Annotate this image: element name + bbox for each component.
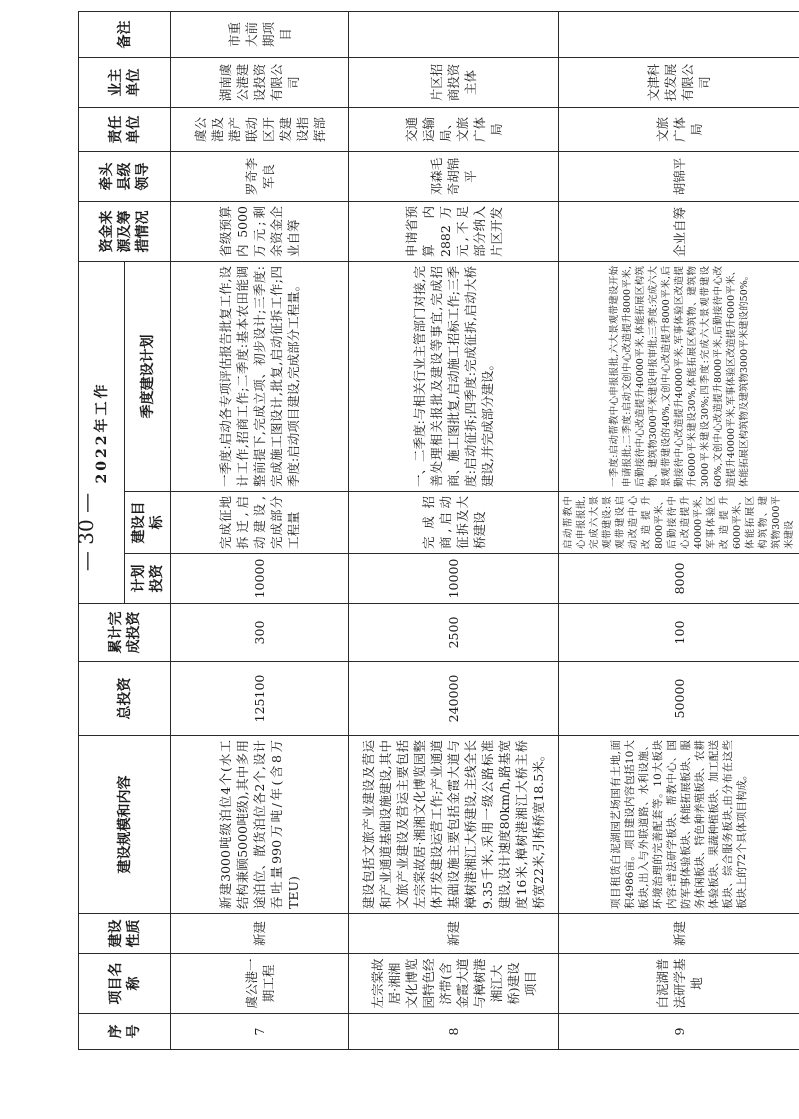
header-row-1 xyxy=(79,11,125,1049)
cell-name: 左宗棠故居·湘湘文化博览园特色经济带(含金霞大道与樟树港湘江大桥)建设项目 xyxy=(349,954,559,1014)
header-remark: 备注 xyxy=(79,11,171,57)
header-total: 总投资 xyxy=(79,662,171,736)
cell-quarter-plan: 一季度:启动帮教中心申报报批,六大景观带建设开始申请报批;二季度:启动文创中心改造提升8000平米,后勤接待中心改造提升40000平米,体能拓展区构筑物、建筑物3000平米建设申报审批;三季度:完成六大景观带建设的40%,文创中心改造提升8000平米,后勤接待中心改造提升40000平米,军事体验区改造提升6000平米建设30%,体能拓展区构筑物、建筑物3000平米建设30%;四季度:完成六大景观带建设60%,文创中心改造提升8000平米,后勤接待中心改造提升40000平米,军事体验区改造提升6000平米、体能拓展区构筑物及建筑物3000平米建设的50%。 xyxy=(559,261,799,491)
table-row xyxy=(349,11,559,1049)
header-owner: 业主单位 xyxy=(79,57,171,107)
cell-cumulative: 300 xyxy=(171,604,349,662)
cell-nature: 新建 xyxy=(559,914,799,954)
cell-remark xyxy=(559,11,799,57)
cell-scale: 项目租赁白泥湖园艺场国有土地,面积4986亩。项目建设内容包括10大板块,出入与外联道路、水利设施、环境治理的完善配套等。10大板块内容:普法研学板块、帮教中心、国防军事体验板块、体能拓展板块、服务体闲板块、特色种养殖板块、农耕体验板块、果蔬种植板块、加工配送板块、综合服务板块,由分布在这些板块上的72个具体项目构成。 xyxy=(559,736,799,914)
cell-seq: 8 xyxy=(349,1014,559,1050)
table-row xyxy=(559,11,799,1049)
cell-plan-invest: 8000 xyxy=(559,554,799,604)
cell-name: 白泥湖普法研学基地 xyxy=(559,954,799,1014)
cell-name: 虞公港一期工程 xyxy=(171,954,349,1014)
cell-plan-invest: 10000 xyxy=(349,554,559,604)
cell-total: 240000 xyxy=(349,662,559,736)
cell-cumulative: 2500 xyxy=(349,604,559,662)
cell-funding: 企业自筹 xyxy=(559,201,799,261)
header-cumulative: 累计完成投资 xyxy=(79,604,171,662)
cell-leader: 罗奇李军良 xyxy=(171,151,349,201)
header-plan-invest: 计划投资 xyxy=(125,554,171,604)
cell-funding: 省级预算内5000万元;剩余资金企业自筹 xyxy=(171,201,349,261)
cell-scale: 新建3000吨级泊位4个(水工结构兼顾5000吨级),其中多用途泊位、散货泊位各2个,设计吞吐量990万吨/年(含8万TEU) xyxy=(171,736,349,914)
header-work2022: 2022年工作 xyxy=(79,261,125,603)
cell-remark: 市重大前期项目 xyxy=(171,11,349,57)
cell-seq: 7 xyxy=(171,1014,349,1050)
cell-owner: 文津科技发展有限公司 xyxy=(559,57,799,107)
cell-cumulative: 100 xyxy=(559,604,799,662)
cell-plan-invest: 10000 xyxy=(171,554,349,604)
header-leader: 牵头县级领导 xyxy=(79,151,171,201)
cell-total: 50000 xyxy=(559,662,799,736)
cell-scale: 建设包括文旅产业建设及营运和产业通道基础设施建设,其中文旅产业建设及营运主要包括左宗棠故居·湘湘文化博览园整体开发建设运营工作;产业通道基础设施主要包括金霞大道与樟树港湘江大桥建设,主线全长9.35千米,采用一级公路标准建设,设计速度80km/h,路基宽度16米,樟树港湘江大桥主桥桥宽22米,引桥桥宽18.5米。 xyxy=(349,736,559,914)
header-quarter-plan: 季度建设计划 xyxy=(125,261,171,491)
header-name: 项目名称 xyxy=(79,954,171,1014)
cell-target: 启动帮教中心申报报批,完成六大景观带建设:景观带建设启动改造中心改造提升8000平米、后勤接待中心改造提升40000平米,军事体验区改造提升6000平米、体能拓展区构筑物、建筑物3000平米建设 xyxy=(559,492,799,554)
cell-seq: 9 xyxy=(559,1014,799,1050)
rotated-table-container xyxy=(78,20,796,1050)
cell-leader: 邓森毛奇胡锦平 xyxy=(349,151,559,201)
cell-quarter-plan: 一、二季度:与相关行业主管部门对接,完善处理相关报批及建设等事宜,完成招商、施工图批复,启动施工招标工作;三季度:启动征拆;四季度:完成征拆,启动大桥建设,并完成部分建设。 xyxy=(349,261,559,491)
cell-resp-unit: 交通运输局、文旅广体局 xyxy=(349,107,559,151)
cell-remark xyxy=(349,11,559,57)
cell-owner: 湖南虞公港建设投资有限公司 xyxy=(171,57,349,107)
cell-nature: 新建 xyxy=(171,914,349,954)
table-row xyxy=(171,11,349,1049)
cell-resp-unit: 文旅广体局 xyxy=(559,107,799,151)
project-table xyxy=(78,11,799,1050)
cell-quarter-plan: 一季度:启动各专项评估报告批复工作,设计工作,招商工作;二季度:基本农田能调整前提下,完成立项、初步设计;三季度:完成施工图设计,批复,启动征拆工作;四季度:启动项目建设,完成部分工程量。 xyxy=(171,261,349,491)
cell-target: 完成招商,启动征拆及大桥建设 xyxy=(349,492,559,554)
header-nature: 建设性质 xyxy=(79,914,171,954)
header-resp-unit: 责任单位 xyxy=(79,107,171,151)
cell-funding: 申请省预算内2882万元,不足部分纳入片区开发 xyxy=(349,201,559,261)
cell-resp-unit: 虞公港及港产联动区开发建设指挥部 xyxy=(171,107,349,151)
header-funding: 资金来源及筹措情况 xyxy=(79,201,171,261)
header-scale: 建设规模和内容 xyxy=(79,736,171,914)
cell-leader: 胡锦平 xyxy=(559,151,799,201)
cell-total: 125100 xyxy=(171,662,349,736)
cell-target: 完成征地拆迁,启动建设,完成部分工程量 xyxy=(171,492,349,554)
cell-nature: 新建 xyxy=(349,914,559,954)
header-target: 建设目标 xyxy=(125,492,171,554)
cell-owner: 片区招商投资主体 xyxy=(349,57,559,107)
page-number: — 30 — xyxy=(74,492,98,572)
header-seq: 序号 xyxy=(79,1014,171,1050)
